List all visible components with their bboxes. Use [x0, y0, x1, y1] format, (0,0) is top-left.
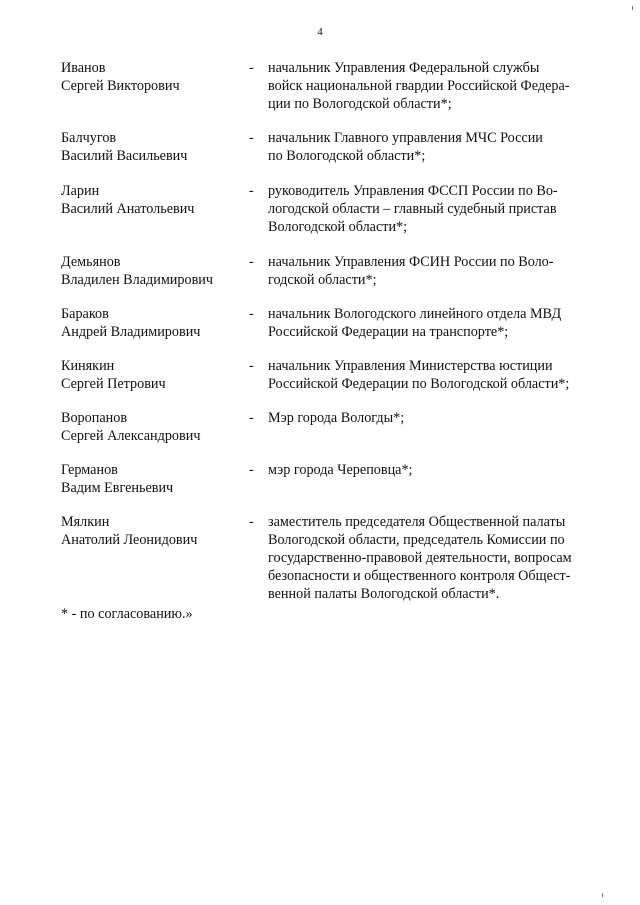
footnote: * - по согласованию.» [61, 606, 193, 622]
member-given-names: Вадим Евгеньевич [61, 480, 174, 496]
member-name [61, 305, 241, 341]
member-given-names: Владилен Владимирович [61, 272, 214, 288]
separator-dash: - [249, 462, 254, 478]
member-list [61, 59, 606, 623]
scan-artifact-mark [602, 893, 603, 897]
member-entry [61, 305, 606, 341]
member-position: начальник Управления Министерства юстиции Российской Федерации по Вологодской области*; [268, 358, 570, 392]
member-name [61, 59, 241, 95]
separator-dash: - [249, 130, 254, 146]
member-entry [61, 182, 606, 236]
member-given-names: Сергей Александрович [61, 428, 201, 444]
member-surname: Германов [61, 462, 118, 478]
member-given-names: Андрей Владимирович [61, 324, 201, 340]
member-surname: Мялкин [61, 514, 110, 530]
separator-dash: - [249, 410, 254, 426]
separator-dash: - [249, 358, 254, 374]
separator-dash: - [249, 183, 254, 199]
member-position: начальник Управления Федеральной службы войск национальной гвардии Российской Федера- ции по Вологодской области*; [268, 60, 570, 112]
member-position: Мэр города Вологды*; [268, 410, 405, 426]
member-surname: Иванов [61, 60, 106, 76]
member-name [61, 129, 241, 165]
member-name [61, 409, 241, 445]
member-surname: Кинякин [61, 358, 115, 374]
member-name [61, 182, 241, 218]
member-name [61, 357, 241, 393]
member-entry [61, 59, 606, 113]
separator-dash: - [249, 60, 254, 76]
member-name [61, 513, 241, 549]
page-number: 4 [317, 26, 323, 38]
member-entry [61, 513, 606, 603]
scan-artifact-mark [632, 6, 633, 10]
member-position: начальник Управления ФСИН России по Воло- годской области*; [268, 254, 554, 288]
member-entry [61, 409, 606, 445]
separator-dash: - [249, 306, 254, 322]
member-position: мэр города Череповца*; [268, 462, 413, 478]
member-surname: Балчугов [61, 130, 117, 146]
member-position: начальник Главного управления МЧС России по Вологодской области*; [268, 130, 543, 164]
separator-dash: - [249, 514, 254, 530]
member-name [61, 253, 241, 289]
member-surname: Ларин [61, 183, 100, 199]
member-surname: Бараков [61, 306, 109, 322]
member-entry [61, 357, 606, 393]
separator-dash: - [249, 254, 254, 270]
member-entry [61, 253, 606, 289]
member-position: руководитель Управления ФССП России по Во- логодской области – главный судебный пристав Вологодской области*; [268, 183, 558, 235]
member-given-names: Василий Анатольевич [61, 201, 195, 217]
member-position: заместитель председателя Общественной палаты Вологодской области, председатель Комиссии по государственно-правовой деятельности, вопросам безопасности и общественного контроля Общест- венной палаты Вологодской области*. [268, 514, 572, 602]
member-surname: Демьянов [61, 254, 121, 270]
member-given-names: Сергей Викторович [61, 78, 180, 94]
member-surname: Воропанов [61, 410, 128, 426]
member-given-names: Сергей Петрович [61, 376, 166, 392]
member-given-names: Анатолий Леонидович [61, 532, 198, 548]
member-entry [61, 129, 606, 165]
member-name [61, 461, 241, 497]
member-position: начальник Вологодского линейного отдела МВД Российской Федерации на транспорте*; [268, 306, 562, 340]
member-entry [61, 461, 606, 497]
member-given-names: Василий Васильевич [61, 148, 188, 164]
